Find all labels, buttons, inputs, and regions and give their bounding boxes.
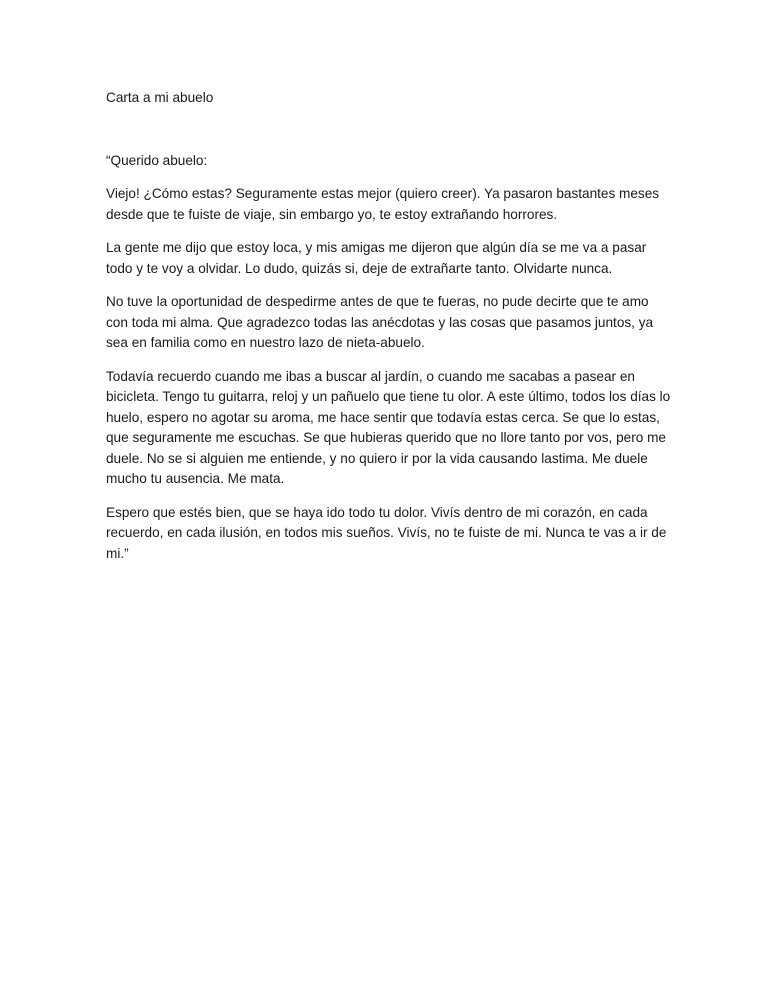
paragraph-1: Viejo! ¿Cómo estas? Seguramente estas mejor (quiero creer). Ya pasaron bastantes meses desde que te fuiste de viaje, sin embargo yo, te estoy extrañando horrores. [106,186,660,222]
paragraph-3: No tuve la oportunidad de despedirme antes de que te fueras, no pude decirte que te amo con toda mi alma. Que agradezco todas las anécdotas y las cosas que pasamos juntos, ya sea en familia como en nuestro lazo de nieta-abuelo. [106,294,654,350]
document-title: Carta a mi abuelo [106,90,214,105]
paragraph-4: Todavía recuerdo cuando me ibas a buscar al jardín, o cuando me sacabas a pasear en bicicleta. Tengo tu guitarra, reloj y un pañuelo que tiene tu olor. A este último, todos los días lo huelo, espero no agotar su aroma, me hace sentir que todavía estas cerca. Se que lo estas, que seguramente me escuchas. Se que hubieras querido que no llore tanto por vos, pero me duele. No se si alguien me entiende, y no quiero ir por la vida causando lastima. Me duele mucho tu ausencia. Me mata. [106,368,671,486]
paragraph-5: Espero que estés bien, que se haya ido todo tu dolor. Vivís dentro de mi corazón, en cada recuerdo, en cada ilusión, en todos mis sueños. Vivís, no te fuiste de mi. Nunca te vas a ir de mi.” [106,504,667,561]
paragraph-2: La gente me dijo que estoy loca, y mis amigas me dijeron que algún día se me va a pasar todo y te voy a olvidar. Lo dudo, quizás si, deje de extrañarte tanto. Olvidarte nunca. [106,240,647,276]
letter-salutation: “Querido abuelo: [106,153,208,168]
document-body [106,88,672,564]
